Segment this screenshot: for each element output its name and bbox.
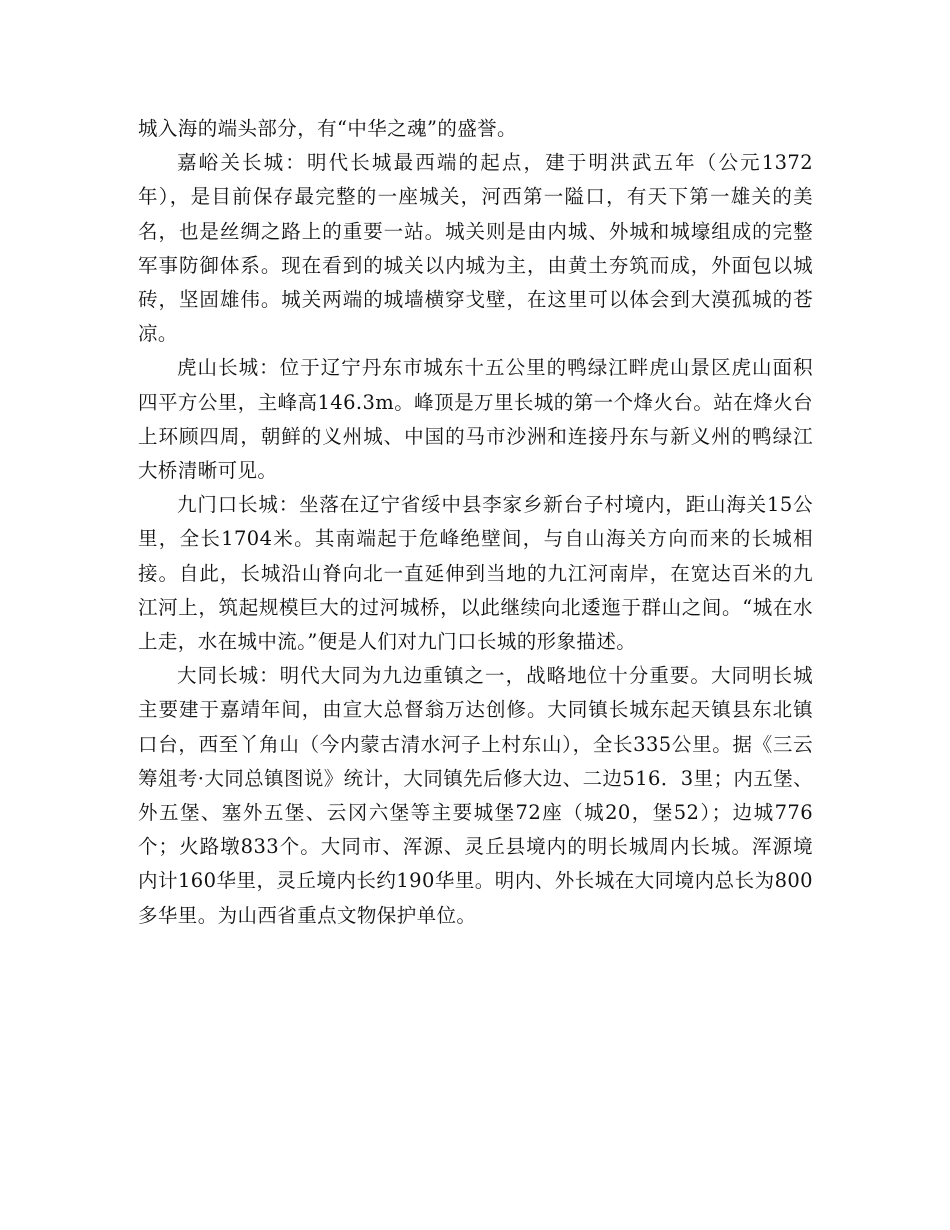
paragraph-hushan: 虎山长城：位于辽宁丹东市城东十五公里的鸭绿江畔虎山景区虎山面积四平方公里，主峰高146.3m。峰顶是万里长城的第一个烽火台。站在烽火台上环顾四周，朝鲜的义州城、中国的马市沙洲和连接丹东与新义州的鸭绿江大桥清晰可见。	[138, 356, 813, 483]
paragraph-intro-ending: 城入海的端头部分，有“中华之魂”的盛誉。	[138, 117, 517, 140]
paragraph-datong: 大同长城：明代大同为九边重镇之一，战略地位十分重要。大同明长城主要建于嘉靖年间，由宣大总督翁万达创修。大同镇长城东起天镇县东北镇口台，西至丫角山（今内蒙古清水河子上村东山），全长335公里。据《三云筹俎考·大同总镇图说》统计，大同镇先后修大边、二边516．3里；内五堡、外五堡、塞外五堡、云冈六堡等主要城堡72座（城20，堡52）；边城776个；火路墩833个。大同市、浑源、灵丘县境内的明长城周内长城。浑源境内计160华里，灵丘境内长约190华里。明内、外长城在大同境内总长为800多华里。为山西省重点文物保护单位。	[138, 664, 813, 927]
document-body	[138, 112, 813, 933]
paragraph-jiumenkou: 九门口长城：坐落在辽宁省绥中县李家乡新台子村境内，距山海关15公里，全长1704米。其南端起于危峰绝壁间，与自山海关方向而来的长城相接。自此，长城沿山脊向北一直延伸到当地的九江河南岸，在宽达百米的九江河上，筑起规模巨大的过河城桥，以此继续向北逶迤于群山之间。“城在水上走，水在城中流。”便是人们对九门口长城的形象描述。	[138, 493, 813, 654]
paragraph-jiayuguan: 嘉峪关长城：明代长城最西端的起点，建于明洪武五年（公元1372年），是目前保存最完整的一座城关，河西第一隘口，有天下第一雄关的美名，也是丝绸之路上的重要一站。城关则是由内城、外城和城壕组成的完整军事防御体系。现在看到的城关以内城为主，由黄土夯筑而成，外面包以城砖，坚固雄伟。城关两端的城墙横穿戈壁，在这里可以体会到大漠孤城的苍凉。	[138, 151, 813, 346]
